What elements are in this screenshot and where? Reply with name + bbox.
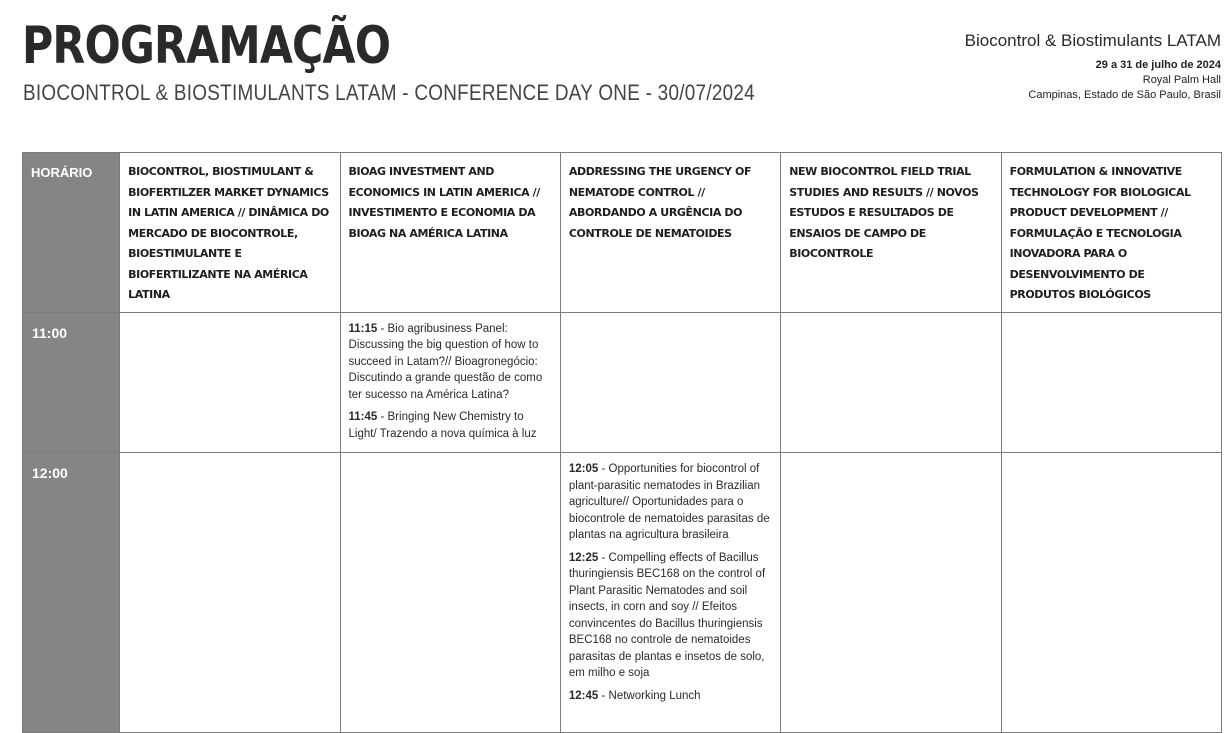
session-column-header: BIOAG INVESTMENT AND ECONOMICS IN LATIN AMERICA // INVESTIMENTO E ECONOMIA DA BIOAG NA AMÉRICA LATINA xyxy=(340,153,560,313)
schedule-cell xyxy=(120,453,340,733)
event-venue: Royal Palm Hall xyxy=(1142,74,1221,86)
session-title: - Bio agribusiness Panel: Discussing the big question of how to succeed in Latam?// Bioagronegócio: Discutindo a grande questão de como ter sucesso na América Latina? xyxy=(348,322,543,401)
schedule-cell xyxy=(340,453,560,733)
event-info xyxy=(965,30,1221,103)
session-time: 11:15 xyxy=(348,322,378,335)
table-row xyxy=(23,312,1222,453)
time-slot-label: 11:00 xyxy=(23,312,120,453)
session-title: - Opportunities for biocontrol of plant-parasitic nematodes in Brazilian agriculture// Oportunidades para o biocontrole de nematoides parasitas de plantas na agricultura brasileira xyxy=(568,463,770,541)
session-column-header: ADDRESSING THE URGENCY OF NEMATODE CONTROL // ABORDANDO A URGÊNCIA DO CONTROLE DE NEMATOIDES xyxy=(560,153,780,313)
schedule-cell xyxy=(781,312,1001,453)
session-time: 12:05 xyxy=(568,463,599,475)
session-entry xyxy=(569,688,772,705)
session-time: 12:25 xyxy=(568,551,599,564)
schedule-table xyxy=(22,152,1222,733)
session-column-header: FORMULATION & INNOVATIVE TECHNOLOGY FOR BIOLOGICAL PRODUCT DEVELOPMENT // FORMULAÇÃO E TECNOLOGIA INOVADORA PARA O DESENVOLVIMENTO DE PRODUTOS BIOLÓGICOS xyxy=(1001,153,1221,313)
session-title: - Bringing New Chemistry to Light/ Trazendo a nova química à luz xyxy=(348,411,537,440)
schedule-cell xyxy=(560,312,780,453)
event-name: Biocontrol & Biostimulants LATAM xyxy=(964,31,1221,50)
session-title: - Compelling effects of Bacillus thuringiensis BEC168 on the control of Plant Parasitic Nematodes and soil insects, in corn and soy // Efeitos convincentes do Bacillus thuringiensis BEC168 no controle de nematoides parasitas de plantas e insetos de solo, em milho e soja xyxy=(568,551,766,679)
schedule-cell xyxy=(560,453,780,733)
schedule-cell xyxy=(340,312,560,453)
session-entry xyxy=(349,321,552,404)
schedule-cell xyxy=(1001,453,1221,733)
table-row xyxy=(23,453,1222,733)
session-time: 12:45 xyxy=(568,689,599,702)
time-slot-label: 12:00 xyxy=(23,453,120,733)
page-subtitle: BIOCONTROL & BIOSTIMULANTS LATAM - CONFERENCE DAY ONE - 30/07/2024 xyxy=(23,80,755,105)
event-city: Campinas, Estado de São Paulo, Brasil xyxy=(1028,89,1221,101)
session-column-header: NEW BIOCONTROL FIELD TRIAL STUDIES AND RESULTS // NOVOS ESTUDOS E RESULTADOS DE ENSAIOS DE CAMPO DE BIOCONTROLE xyxy=(781,153,1001,313)
session-time: 11:45 xyxy=(348,411,378,423)
time-column-header: HORÁRIO xyxy=(23,153,120,313)
session-entry xyxy=(569,461,772,544)
schedule-cell xyxy=(1001,312,1221,453)
event-dates: 29 a 31 de julho de 2024 xyxy=(1095,59,1221,71)
schedule-cell xyxy=(781,453,1001,733)
session-title: - Networking Lunch xyxy=(598,689,701,702)
page-title: PROGRAMAÇÃO xyxy=(22,16,391,76)
schedule-cell xyxy=(120,312,340,453)
session-entry xyxy=(349,409,552,442)
session-entry xyxy=(569,550,772,682)
session-column-header: BIOCONTROL, BIOSTIMULANT & BIOFERTILZER MARKET DYNAMICS IN LATIN AMERICA // DINÂMICA DO MERCADO DE BIOCONTROLE, BIOESTIMULANTE E BIOFERTILIZANTE NA AMÉRICA LATINA xyxy=(120,153,340,313)
table-header-row xyxy=(23,153,1222,313)
